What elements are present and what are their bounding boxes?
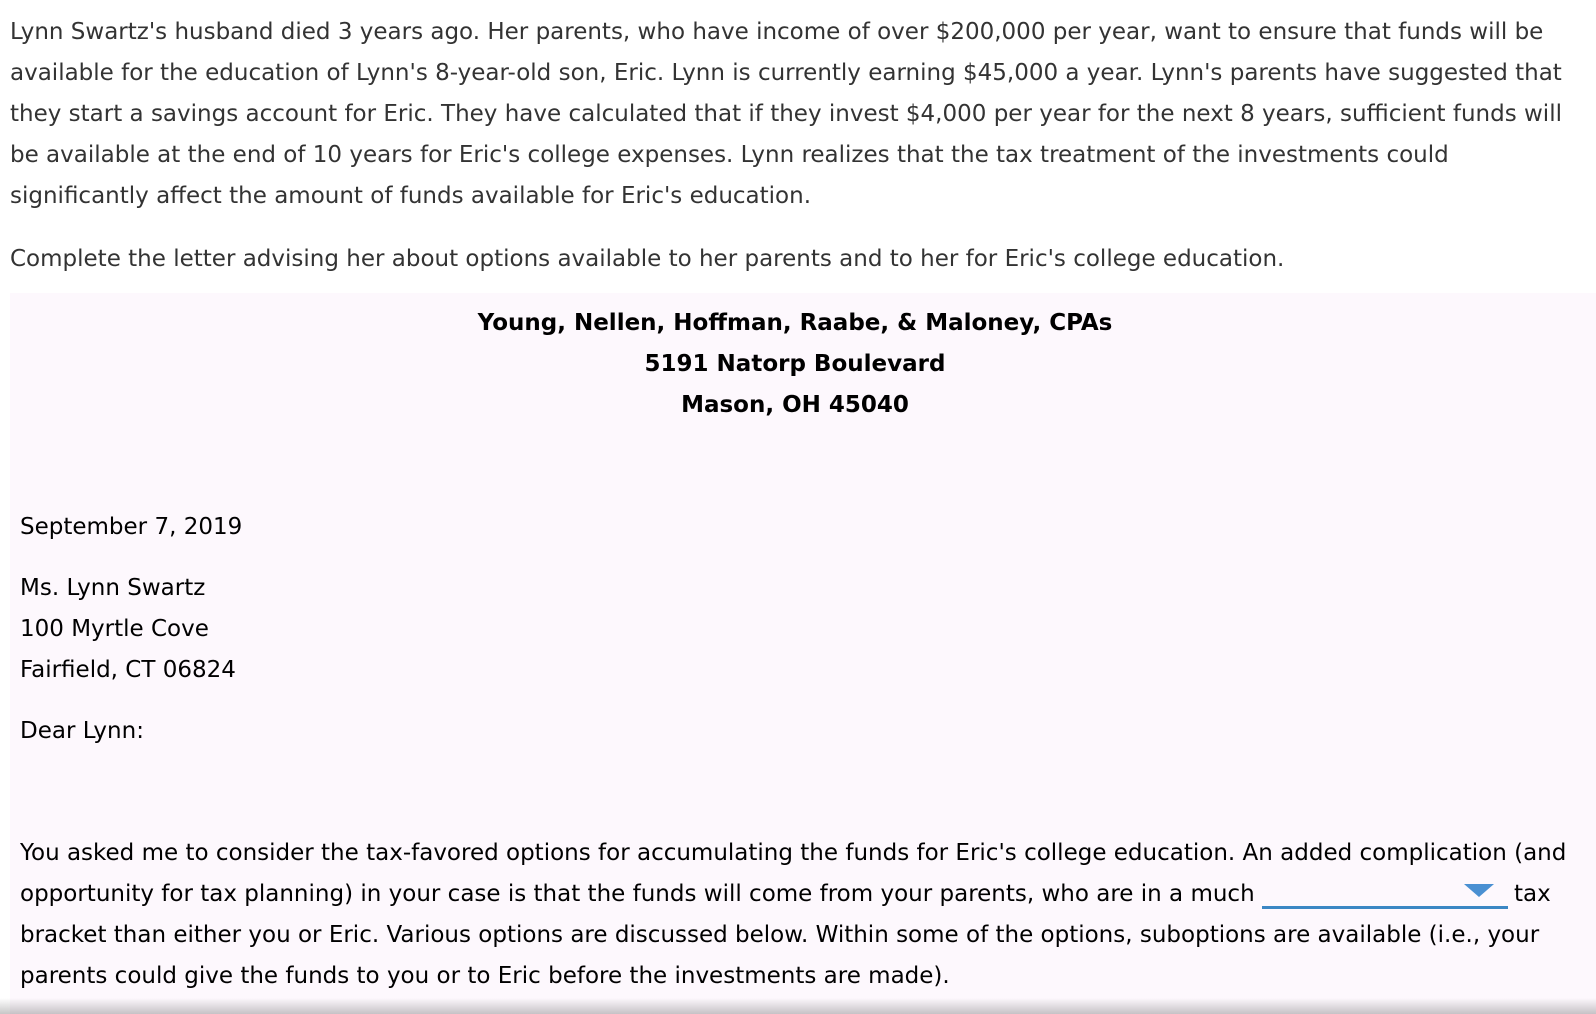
letter-date: September 7, 2019: [20, 514, 243, 540]
tax-bracket-dropdown[interactable]: [1262, 876, 1508, 909]
recipient-name: Ms. Lynn Swartz: [20, 575, 206, 601]
recipient-address: [20, 568, 236, 691]
body-text-part1: You asked me to consider the tax-favored options for accumulating the funds for Eric's college education. An added complication (and opportunity for tax planning) in your case is that the funds will come from your parents, who are in a much: [20, 840, 1567, 907]
problem-statement: [10, 12, 1570, 280]
scroll-shadow: [0, 998, 1596, 1014]
recipient-city: Fairfield, CT 06824: [20, 657, 236, 683]
body-text-part2: tax bracket than either you or Eric. Various options are discussed below. Within some of the options, suboptions are available (i.e., your parents could give the funds to you or to Eric before the investments are made).: [20, 881, 1551, 989]
letterhead: [10, 303, 1580, 426]
firm-name: Young, Nellen, Hoffman, Raabe, & Maloney, CPAs: [477, 310, 1113, 336]
letter-body: [20, 833, 1580, 997]
letter-panel: [10, 293, 1596, 1014]
firm-street: 5191 Natorp Boulevard: [644, 351, 946, 377]
firm-city: Mason, OH 45040: [681, 392, 909, 418]
problem-instruction: Complete the letter advising her about options available to her parents and to her for Eric's college education.: [10, 246, 1285, 272]
problem-paragraph: Lynn Swartz's husband died 3 years ago. Her parents, who have income of over $200,000 per year, want to ensure that funds will be available for the education of Lynn's 8-year-old son, Eric. Lynn is currently earning $45,000 a year. Lynn's parents have suggested that they start a savings account for Eric. They have calculated that if they invest $4,000 per year for the next 8 years, sufficient funds will be available at the end of 10 years for Eric's college expenses. Lynn realizes that the tax treatment of the investments could significantly affect the amount of funds available for Eric's education.: [10, 19, 1562, 209]
recipient-street: 100 Myrtle Cove: [20, 616, 209, 642]
salutation: Dear Lynn:: [20, 718, 144, 744]
chevron-down-icon: [1464, 884, 1494, 897]
